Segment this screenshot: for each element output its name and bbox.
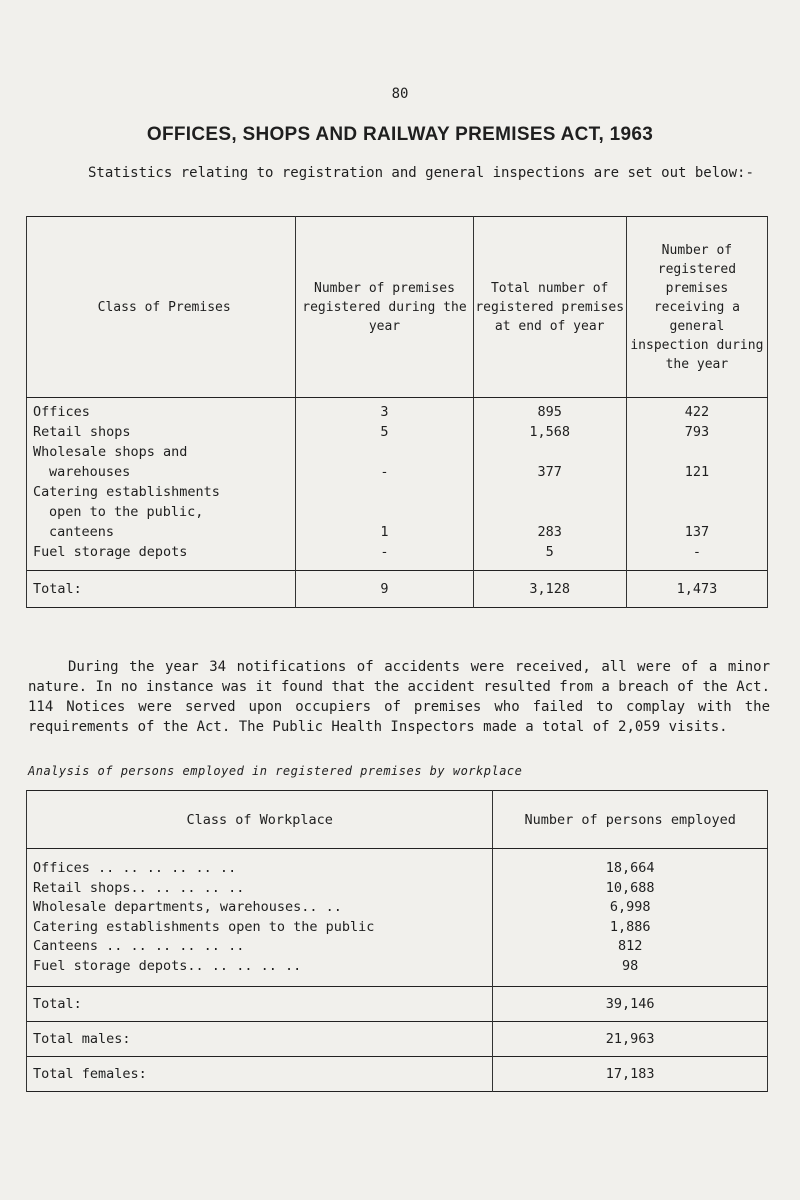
total-males-label: Total males: — [27, 1022, 493, 1057]
page-number: 80 — [391, 86, 409, 102]
workplace-offices: Offices .. .. .. .. .. .. — [33, 860, 237, 876]
class-catering-line1: Catering establishments — [33, 484, 220, 500]
employment-header-row — [27, 791, 768, 849]
employment-females-row — [27, 1057, 768, 1092]
employment-total-row — [27, 987, 768, 1022]
workplace-catering: Catering establishments open to the public — [33, 918, 375, 935]
header-class-of-premises: Class of Premises — [27, 217, 296, 398]
employment-males-row — [27, 1022, 768, 1057]
intro-text: Statistics relating to registration and general inspections are set out below:- — [88, 165, 754, 181]
total-wholesale: 377 — [537, 464, 562, 480]
employed-offices: 18,664 — [605, 860, 655, 876]
inspected-wholesale: 121 — [684, 464, 710, 480]
total-label: Total: — [27, 571, 296, 608]
workplace-retail: Retail shops.. .. .. .. .. — [33, 879, 245, 896]
class-column — [27, 398, 296, 571]
employment-total-value: 39,146 — [493, 987, 768, 1022]
total-column — [473, 398, 626, 571]
registered-wholesale: - — [380, 464, 389, 480]
header-general-inspection: Number of registered premises receiving a general inspection during the year — [626, 217, 767, 398]
class-fuel-storage: Fuel storage depots — [33, 544, 188, 560]
employed-catering: 1,886 — [609, 918, 651, 935]
registered-offices: 3 — [380, 404, 389, 420]
workplace-column — [27, 849, 493, 987]
inspected-retail: 793 — [684, 424, 710, 440]
inspected-fuel: - — [692, 544, 701, 560]
registered-catering: 1 — [380, 524, 389, 540]
employed-wholesale: 6,998 — [609, 899, 651, 915]
employment-table — [26, 790, 768, 1092]
total-females-value: 17,183 — [493, 1057, 768, 1092]
employed-canteens: 812 — [617, 938, 643, 954]
workplace-fuel: Fuel storage depots.. .. .. .. .. — [33, 957, 302, 974]
employed-fuel: 98 — [622, 957, 639, 974]
employed-retail: 10,688 — [605, 879, 655, 896]
total-retail: 1,568 — [529, 424, 571, 440]
registration-total-row — [27, 571, 768, 608]
total-inspected: 1,473 — [626, 571, 767, 608]
header-registered-during-year: Number of premises registered during the year — [296, 217, 473, 398]
class-catering-line3: canteens — [49, 524, 115, 540]
inspected-column — [626, 398, 767, 571]
header-total-registered: Total number of registered premises at end of year — [473, 217, 626, 398]
total-premises: 3,128 — [473, 571, 626, 608]
total-fuel: 5 — [545, 544, 554, 560]
class-wholesale-line1: Wholesale shops and — [33, 444, 188, 460]
registration-table — [26, 216, 768, 608]
accidents-paragraph: During the year 34 notifications of accidents were received, all were of a minor nature. In no instance was it found that the accident resulted from a breach of the Act. 114 Notices were served upon occupiers of premises who failed to complay with the requirements of the Act. The Public Health Inspectors made a total of 2,059 visits. — [28, 659, 770, 735]
inspected-catering: 137 — [684, 524, 710, 540]
registered-retail: 5 — [380, 424, 389, 440]
total-offices: 895 — [537, 404, 562, 420]
class-catering-line2: open to the public, — [49, 504, 204, 520]
registration-header-row — [27, 217, 768, 398]
analysis-heading: Analysis of persons employed in registered premises by workplace — [28, 764, 523, 778]
workplace-canteens: Canteens .. .. .. .. .. .. — [33, 938, 245, 954]
registered-column — [296, 398, 473, 571]
total-females-label: Total females: — [27, 1057, 493, 1092]
total-catering: 283 — [537, 524, 562, 540]
total-males-value: 21,963 — [493, 1022, 768, 1057]
registration-body — [27, 398, 768, 571]
header-class-of-workplace: Class of Workplace — [27, 791, 493, 849]
employed-column — [493, 849, 768, 987]
class-retail-shops: Retail shops — [33, 424, 131, 440]
header-persons-employed: Number of persons employed — [493, 791, 768, 849]
class-wholesale-line2: warehouses — [49, 464, 131, 480]
registered-fuel: - — [380, 544, 389, 560]
class-offices: Offices — [33, 404, 90, 420]
employment-body — [27, 849, 768, 987]
total-registered: 9 — [296, 571, 473, 608]
page-title: OFFICES, SHOPS AND RAILWAY PREMISES ACT, 1963 — [146, 124, 654, 145]
employment-total-label: Total: — [27, 987, 493, 1022]
workplace-wholesale: Wholesale departments, warehouses.. .. — [33, 899, 342, 915]
inspected-offices: 422 — [684, 404, 710, 420]
